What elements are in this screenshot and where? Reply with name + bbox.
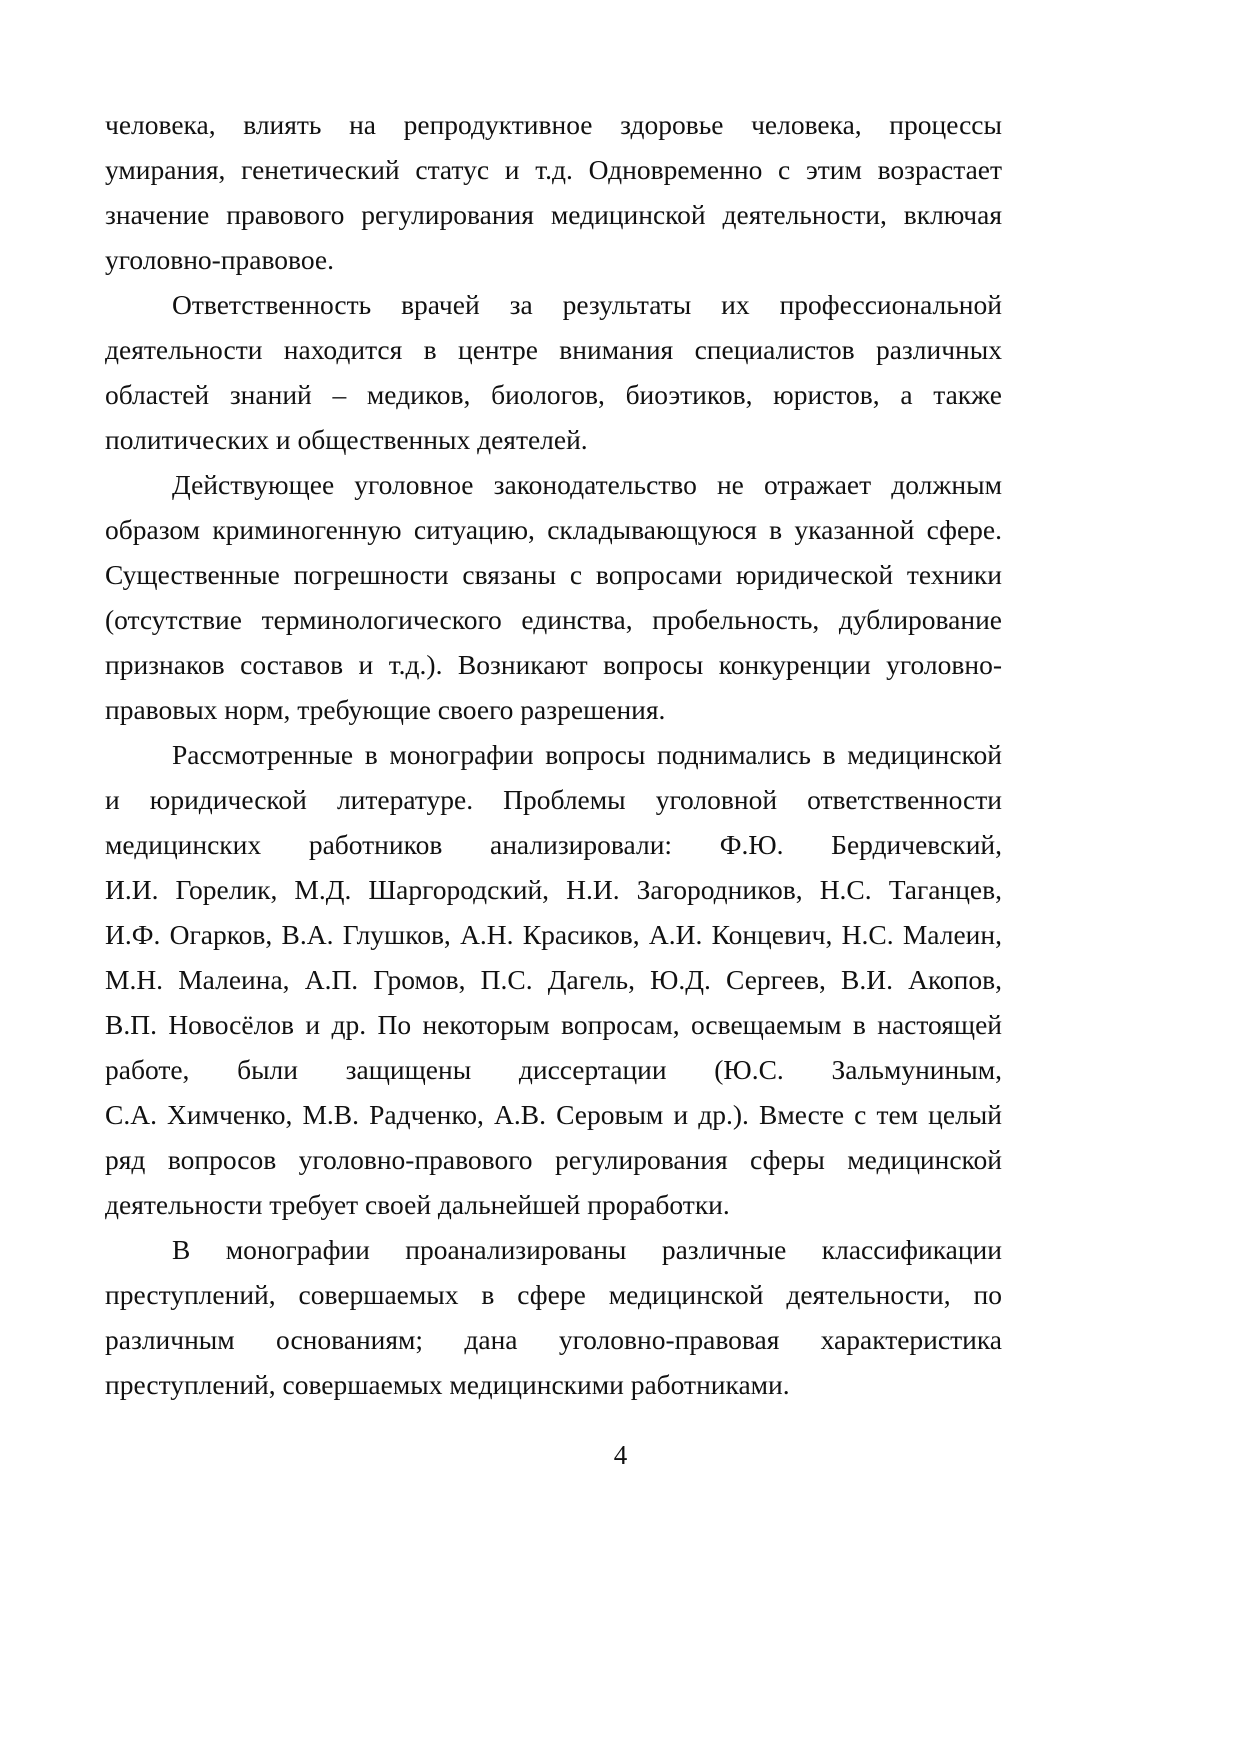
paragraph	[105, 102, 1002, 282]
text-line: умирания, генетический статус и т.д. Одновременно с этим возрастает	[105, 154, 1002, 185]
text-line: И.Ф. Огарков, В.А. Глушков, А.Н. Красиков, А.И. Концевич, Н.С. Малеин,	[105, 919, 1002, 950]
text-line: политических и общественных деятелей.	[105, 424, 588, 455]
text-line: Существенные погрешности связаны с вопросами юридической техники	[105, 559, 1002, 590]
text-line: (отсутствие терминологического единства, пробельность, дублирование	[105, 604, 1002, 635]
paragraph	[105, 462, 1002, 732]
paragraph	[105, 282, 1002, 462]
text-line: преступлений, совершаемых медицинскими работниками.	[105, 1369, 790, 1400]
text-line: Рассмотренные в монографии вопросы поднимались в медицинской	[172, 739, 1002, 770]
text-line: уголовно-правовое.	[105, 244, 334, 275]
text-line: преступлений, совершаемых в сфере медицинской деятельности, по	[105, 1279, 1002, 1310]
text-line: медицинских работников анализировали: Ф.Ю. Бердичевский,	[105, 829, 1002, 860]
text-line: Действующее уголовное законодательство не отражает должным	[172, 469, 1002, 500]
text-line: различным основаниям; дана уголовно-правовая характеристика	[105, 1324, 1002, 1355]
text-line: образом криминогенную ситуацию, складывающуюся в указанной сфере.	[105, 514, 1002, 545]
text-line: деятельности находится в центре внимания специалистов различных	[105, 334, 1002, 365]
text-line: и юридической литературе. Проблемы уголовной ответственности	[105, 784, 1002, 815]
text-line: значение правового регулирования медицинской деятельности, включая	[105, 199, 1002, 230]
text-line: правовых норм, требующие своего разрешения.	[105, 694, 666, 725]
text-line: работе, были защищены диссертации (Ю.С. Зальмуниным,	[105, 1054, 1002, 1085]
text-line: признаков составов и т.д.). Возникают вопросы конкуренции уголовно-	[105, 649, 1002, 680]
paragraph	[105, 1227, 1002, 1407]
text-line: В.П. Новосёлов и др. По некоторым вопросам, освещаемым в настоящей	[105, 1009, 1002, 1040]
text-line: С.А. Химченко, М.В. Радченко, А.В. Серовым и др.). Вместе с тем целый	[105, 1099, 1002, 1130]
text-line: В монографии проанализированы различные классификации	[172, 1234, 1002, 1265]
paragraph	[105, 732, 1002, 1227]
page-number: 4	[613, 1440, 628, 1470]
text-line: областей знаний – медиков, биологов, биоэтиков, юристов, а также	[105, 379, 1002, 410]
text-line: человека, влиять на репродуктивное здоровье человека, процессы	[105, 109, 1002, 140]
text-line: деятельности требует своей дальнейшей проработки.	[105, 1189, 730, 1220]
page-body	[105, 102, 1002, 1407]
text-line: ряд вопросов уголовно-правового регулирования сферы медицинской	[105, 1144, 1002, 1175]
text-line: М.Н. Малеина, А.П. Громов, П.С. Дагель, Ю.Д. Сергеев, В.И. Акопов,	[105, 964, 1002, 995]
text-line: И.И. Горелик, М.Д. Шаргородский, Н.И. Загородников, Н.С. Таганцев,	[105, 874, 1002, 905]
text-line: Ответственность врачей за результаты их профессиональной	[172, 289, 1002, 320]
